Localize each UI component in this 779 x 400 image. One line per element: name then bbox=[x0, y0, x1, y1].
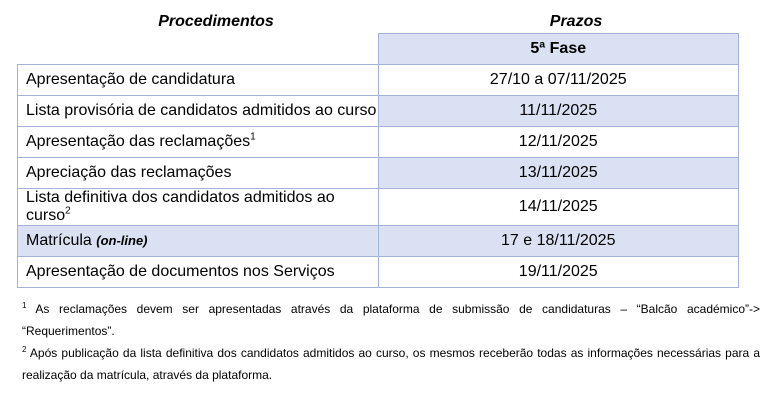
footnote-ref: 1 bbox=[250, 131, 256, 143]
prazo-cell: 13/11/2025 bbox=[378, 158, 739, 189]
prazo-cell: 19/11/2025 bbox=[378, 257, 739, 288]
schedule-table-container bbox=[17, 10, 739, 288]
procedimento-cell bbox=[18, 226, 379, 257]
footnote-number: 1 bbox=[22, 301, 27, 310]
procedimento-label: Apresentação das reclamações bbox=[26, 133, 251, 150]
prazo-cell: 27/10 a 07/11/2025 bbox=[378, 65, 739, 96]
fase-label: 5ª Fase bbox=[378, 34, 739, 65]
table-row bbox=[18, 226, 739, 257]
procedimento-cell bbox=[18, 96, 379, 127]
schedule-table bbox=[17, 33, 739, 288]
footnote-text: As reclamações devem ser apresentadas através da plataforma de submissão de candidaturas – “Balcão académico”-> “Requerimentos”. bbox=[22, 302, 760, 338]
prazo-cell: 17 e 18/11/2025 bbox=[378, 226, 739, 257]
procedimento-cell bbox=[18, 257, 379, 288]
online-note: (on-line) bbox=[96, 233, 148, 248]
footnotes bbox=[22, 298, 760, 386]
prazo-cell: 12/11/2025 bbox=[378, 127, 739, 158]
blank-cell bbox=[18, 34, 379, 65]
prazo-cell: 11/11/2025 bbox=[378, 96, 739, 127]
procedimento-label: Lista provisória de candidatos admitidos ao curso bbox=[26, 102, 377, 119]
fase-row bbox=[18, 34, 739, 65]
table-row bbox=[18, 127, 739, 158]
procedimento-cell bbox=[18, 158, 379, 189]
procedimento-label: Apreciação das reclamações bbox=[26, 164, 232, 181]
procedimento-label: Matrícula bbox=[26, 232, 92, 249]
table-row bbox=[18, 65, 739, 96]
procedimento-cell bbox=[18, 189, 379, 226]
table-row bbox=[18, 158, 739, 189]
footnote-1 bbox=[22, 298, 760, 342]
header-procedimentos: Procedimentos bbox=[158, 13, 274, 30]
header-prazos: Prazos bbox=[549, 13, 603, 30]
table-header bbox=[17, 10, 739, 33]
footnote-text: Após publicação da lista definitiva dos candidatos admitidos ao curso, os mesmos receberão todas as informações necessárias para a realização da matrícula, através da plataforma. bbox=[22, 346, 760, 382]
footnote-ref: 2 bbox=[65, 205, 71, 217]
procedimento-cell bbox=[18, 127, 379, 158]
procedimento-label: Lista definitiva dos candidatos admitidos ao curso bbox=[26, 189, 335, 224]
procedimento-label: Apresentação de candidatura bbox=[26, 71, 236, 88]
table-row bbox=[18, 189, 739, 226]
footnote-number: 2 bbox=[22, 345, 27, 354]
prazo-cell: 14/11/2025 bbox=[378, 189, 739, 226]
procedimento-label: Apresentação de documentos nos Serviços bbox=[26, 263, 335, 280]
table-row bbox=[18, 96, 739, 127]
table-row bbox=[18, 257, 739, 288]
footnote-2 bbox=[22, 342, 760, 386]
procedimento-cell bbox=[18, 65, 379, 96]
